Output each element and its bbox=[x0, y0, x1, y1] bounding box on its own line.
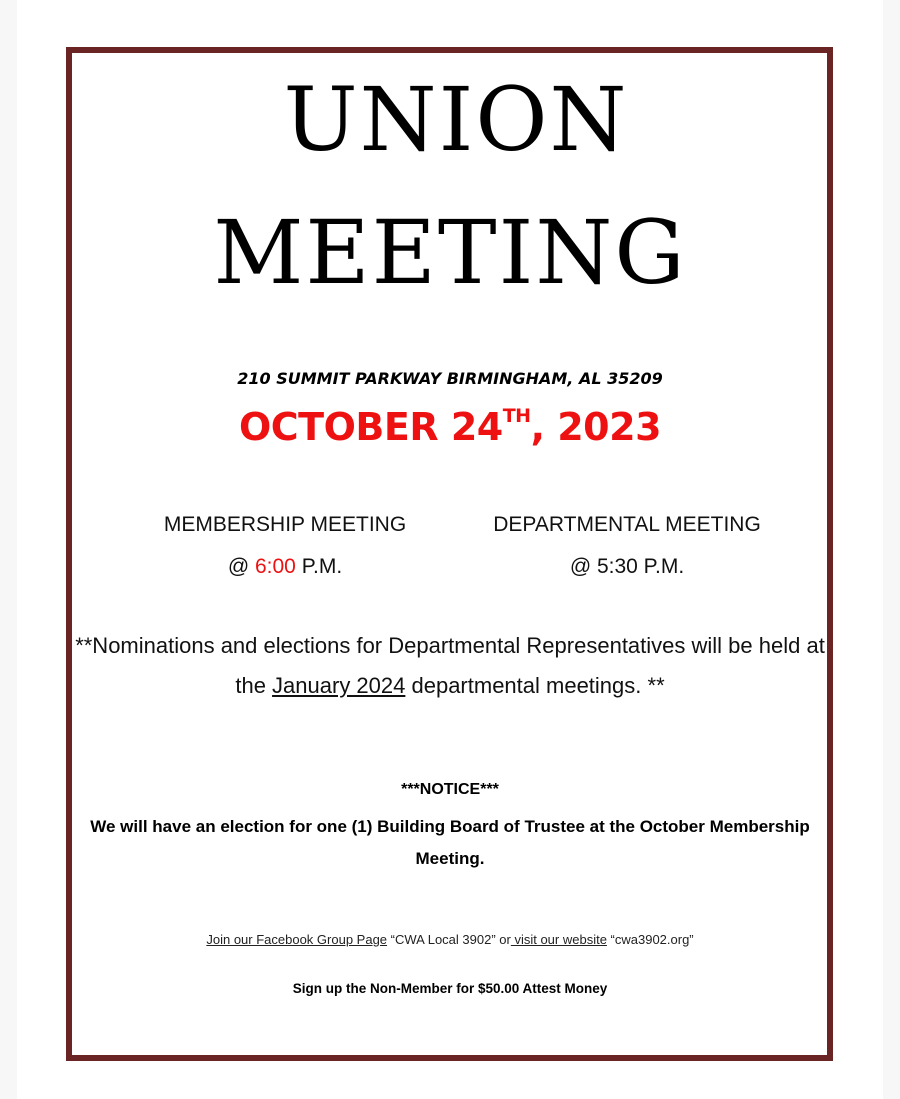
notice-heading: ***NOTICE*** bbox=[401, 781, 499, 798]
nominations-paragraph bbox=[70, 626, 830, 706]
nominations-text-1: **Nominations and elections for Departmental Representatives will be held at the bbox=[75, 633, 825, 698]
website-link[interactable]: visit our website bbox=[510, 932, 607, 947]
title-line-2: MEETING bbox=[213, 201, 687, 304]
title-line-1: UNION bbox=[283, 68, 629, 171]
date-year: , 2023 bbox=[530, 405, 662, 449]
social-line bbox=[0, 932, 900, 947]
signup-note: Sign up the Non-Member for $50.00 Attest Money bbox=[292, 981, 608, 996]
nominations-text-2: departmental meetings. ** bbox=[405, 673, 665, 698]
website-name: “cwa3902.org” bbox=[606, 932, 694, 947]
flyer-border bbox=[66, 47, 833, 1061]
facebook-group-name: “CWA Local 3902” or bbox=[387, 932, 511, 947]
departmental-meeting-time: @ 5:30 P.M. bbox=[569, 555, 685, 578]
membership-ampm: P.M. bbox=[295, 555, 343, 578]
date-suffix: TH bbox=[502, 405, 531, 427]
membership-meeting-label: MEMBERSHIP MEETING bbox=[163, 513, 407, 536]
membership-at: @ bbox=[227, 555, 255, 578]
membership-time-value: 6:00 bbox=[254, 555, 296, 578]
meeting-date bbox=[0, 405, 900, 449]
notice-body: We will have an election for one (1) Building Board of Trustee at the October Membership Meeting. bbox=[90, 817, 810, 868]
departmental-meeting-label: DEPARTMENTAL MEETING bbox=[493, 513, 761, 536]
nominations-date: January 2024 bbox=[272, 673, 406, 698]
membership-meeting-time bbox=[107, 555, 463, 579]
date-main: OCTOBER 24 bbox=[238, 405, 503, 449]
facebook-group-link[interactable]: Join our Facebook Group Page bbox=[206, 932, 388, 947]
meeting-address: 210 SUMMIT PARKWAY BIRMINGHAM, AL 35209 bbox=[237, 369, 663, 388]
